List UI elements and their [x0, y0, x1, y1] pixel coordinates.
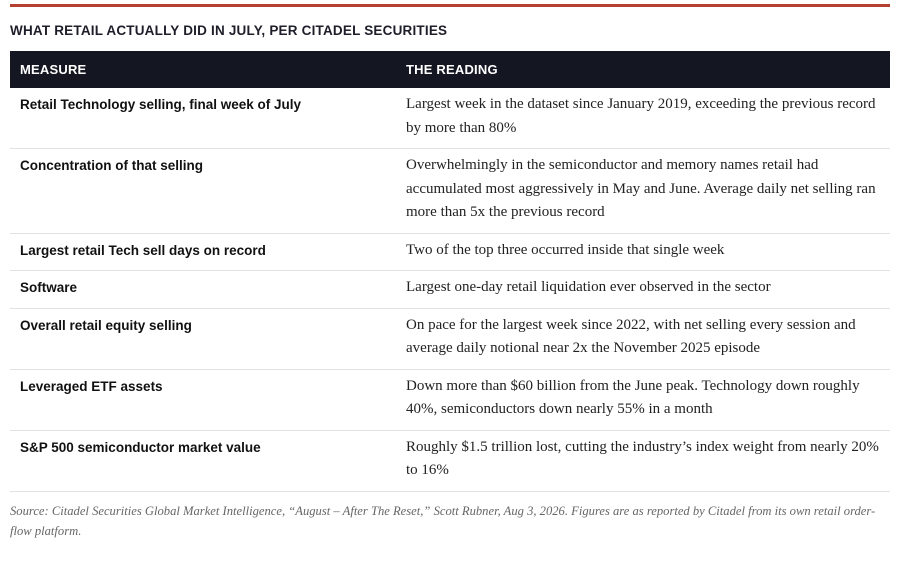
reading-cell: Largest one-day retail liquidation ever observed in the sector — [396, 271, 890, 309]
table-body — [10, 88, 890, 491]
measure-cell: Overall retail equity selling — [10, 308, 396, 369]
reading-cell: Overwhelmingly in the semiconductor and memory names retail had accumulated most aggressively in May and June. Average daily net selling ran more than 5x the previous record — [396, 149, 890, 234]
measure-cell: Software — [10, 271, 396, 309]
data-table — [10, 51, 890, 492]
reading-cell: Roughly $1.5 trillion lost, cutting the industry’s index weight from nearly 20% to 16% — [396, 430, 890, 491]
reading-cell: Two of the top three occurred inside that single week — [396, 233, 890, 271]
measure-cell: Concentration of that selling — [10, 149, 396, 234]
header-reading: THE READING — [396, 51, 890, 88]
table-row — [10, 233, 890, 271]
table-header — [10, 51, 890, 88]
accent-rule — [10, 4, 890, 7]
measure-cell: S&P 500 semiconductor market value — [10, 430, 396, 491]
article-table-block — [10, 0, 890, 541]
table-row — [10, 271, 890, 309]
table-row — [10, 88, 890, 149]
measure-cell: Retail Technology selling, final week of July — [10, 88, 396, 149]
table-row — [10, 430, 890, 491]
header-measure: MEASURE — [10, 51, 396, 88]
reading-cell: On pace for the largest week since 2022, with net selling every session and average daily notional near 2x the November 2025 episode — [396, 308, 890, 369]
measure-cell: Leveraged ETF assets — [10, 369, 396, 430]
table-title: WHAT RETAIL ACTUALLY DID IN JULY, PER CITADEL SECURITIES — [10, 23, 448, 38]
header-row — [10, 51, 890, 88]
source-note: Source: Citadel Securities Global Market Intelligence, “August – After The Reset,” Scott Rubner, Aug 3, 2026. Figures are as reported by Citadel from its own retail order-flow platform. — [10, 503, 876, 538]
reading-cell: Down more than $60 billion from the June peak. Technology down roughly 40%, semiconductors down nearly 55% in a month — [396, 369, 890, 430]
table-row — [10, 149, 890, 234]
table-row — [10, 369, 890, 430]
measure-cell: Largest retail Tech sell days on record — [10, 233, 396, 271]
reading-cell: Largest week in the dataset since January 2019, exceeding the previous record by more than 80% — [396, 88, 890, 149]
table-row — [10, 308, 890, 369]
